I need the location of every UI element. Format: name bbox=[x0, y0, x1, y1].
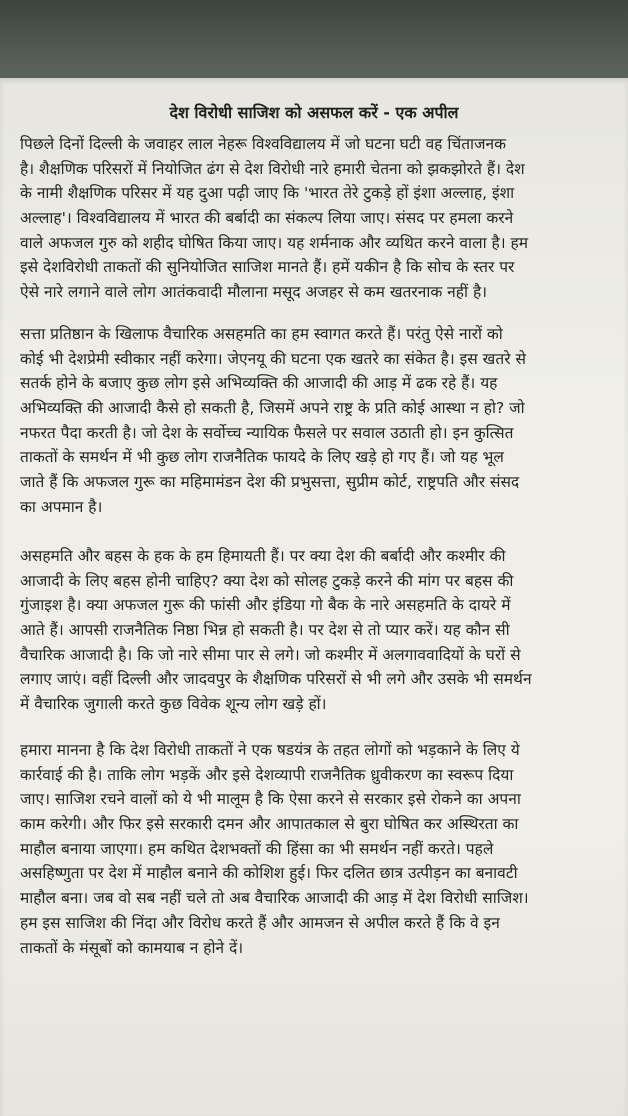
text-line: जाते हैं कि अफजल गुरू का महिमामंडन देश की प्रभुसत्ता, सुप्रीम कोर्ट, राष्ट्रपति और संसद bbox=[20, 473, 520, 492]
text-line: जाए। साजिश रचने वालों को ये भी मालूम है कि ऐसा करने से सरकार इसे रोकने का अपना bbox=[20, 790, 521, 809]
text-line: लगाए जाएं। वहीं दिल्ली और जादवपुर के शैक्षणिक परिसरों से भी लगे और उसके भी समर्थन bbox=[20, 670, 532, 689]
text-line: कार्रवाई की है। ताकि लोग भड़कें और इसे देशव्यापी राजनैतिक ध्रुवीकरण का स्वरूप दिया bbox=[20, 765, 514, 784]
text-line: माहौल बना। जब वो सब नहीं चले तो अब वैचारिक आजादी की आड़ में देश विरोधी साजिश। bbox=[20, 889, 529, 908]
paragraph-1 bbox=[20, 132, 610, 305]
text-line: गुंजाइश है। क्या अफजल गुरू की फांसी और इंडिया गो बैक के नारे असहमति के दायरे में bbox=[20, 596, 511, 615]
text-line: हमारा मानना है कि देश विरोधी ताकतों ने एक षडयंत्र के तहत लोगों को भड़काने के लिए ये bbox=[20, 741, 520, 759]
text-line: नफरत पैदा करती है। जो देश के सर्वोच्च न्यायिक फैसले पर सवाल उठाती हो। इन कुत्सित bbox=[20, 423, 514, 442]
text-line: असहिष्णुता पर देश में माहौल बनाने की कोशिश हुई। फिर दलित छात्र उत्पीड़न का बनावटी bbox=[20, 864, 518, 883]
text-line: सतर्क होने के बजाए कुछ लोग इसे अभिव्यक्ति की आजादी की आड़ में ढक रहे हैं। यह bbox=[20, 374, 498, 393]
text-line: पिछले दिनों दिल्ली के जवाहर लाल नेहरू विश्वविद्यालय में जो घटना घटी वह चिंताजनक bbox=[20, 135, 507, 153]
text-line: वाले अफजल गुरु को शहीद घोषित किया जाए। यह शर्मनाक और व्यथित करने वाला है। हम bbox=[20, 233, 529, 252]
text-line: ऐसे नारे लगाने वाले लोग आतंकवादी मौलाना मसूद अजहर से कम खतरनाक नहीं है। bbox=[20, 283, 488, 302]
document-page bbox=[0, 78, 628, 1116]
text-line: वैचारिक आजादी है। कि जो नारे सीमा पार से लगे। जो कश्मीर में अलगाववादियों के घरों से bbox=[20, 645, 521, 664]
document-title: देश विरोधी साजिश को असफल करें - एक अपील bbox=[169, 103, 459, 122]
text-line: ताकतों के समर्थन में भी कुछ लोग राजनैतिक फायदे के लिए खड़े हो गए हैं। जो यह भूल bbox=[20, 448, 504, 467]
text-line: अभिव्यक्ति की आजादी कैसे हो सकती है, जिसमें अपने राष्ट्र के प्रति कोई आस्था न हो? जो bbox=[20, 399, 525, 418]
text-line: आजादी के लिए बहस होनी चाहिए? क्या देश को सोलह टुकड़े करने की मांग पर बहस की bbox=[20, 571, 514, 590]
text-line: असहमति और बहस के हक के हम हिमायती हैं। पर क्या देश की बर्बादी और कश्मीर की bbox=[20, 547, 506, 565]
text-line: सत्ता प्रतिष्ठान के खिलाफ वैचारिक असहमति का हम स्वागत करते हैं। परंतु ऐसे नारों को bbox=[20, 325, 503, 343]
text-line: काम करेगी। और फिर इसे सरकारी दमन और आपातकाल से बुरा घोषित कर अस्थिरता का bbox=[20, 815, 519, 834]
text-line: में वैचारिक जुगाली करते कुछ विवेक शून्य लोग खड़े हों। bbox=[20, 695, 327, 714]
paragraph-4 bbox=[20, 738, 610, 960]
text-line: का अपमान है। bbox=[20, 497, 103, 516]
text-line: कोई भी देशप्रेमी स्वीकार नहीं करेगा। जेएनयू की घटना एक खतरे का संकेत है। इस खतरे से bbox=[20, 349, 526, 368]
text-line: है। शैक्षणिक परिसरों में नियोजित ढंग से देश विरोधी नारे हमारी चेतना को झकझोरते हैं। देश bbox=[20, 159, 525, 178]
text-line: ताकतों के मंसूबों को कामयाब न होने दें। bbox=[20, 938, 244, 957]
text-line: हम इस साजिश की निंदा और विरोध करते हैं और आमजन से अपील करते हैं कि वे इन bbox=[20, 913, 500, 932]
paragraph-3 bbox=[20, 544, 610, 717]
text-line: अल्लाह'। विश्वविद्यालय में भारत की बर्बादी का संकल्प लिया जाए। संसद पर हमला करने bbox=[20, 209, 514, 228]
text-line: आते हैं। आपसी राजनैतिक निष्ठा भिन्न हो सकती है। पर देश से तो प्यार करें। यह कौन सी bbox=[20, 621, 510, 640]
text-line: माहौल बनाया जाएगा। हम कथित देशभक्तों की हिंसा का भी समर्थन नहीं करते। पहले bbox=[20, 839, 494, 858]
text-line: के नामी शैक्षणिक परिसर में यह दुआ पढ़ी जाए कि 'भारत तेरे टुकड़े हों इंशा अल्लाह, इंशा bbox=[20, 184, 515, 203]
paragraph-2 bbox=[20, 322, 610, 520]
text-line: इसे देशविरोधी ताकतों की सुनियोजित साजिश मानते हैं। हमें यकीन है कि सोच के स्तर पर bbox=[20, 258, 515, 277]
